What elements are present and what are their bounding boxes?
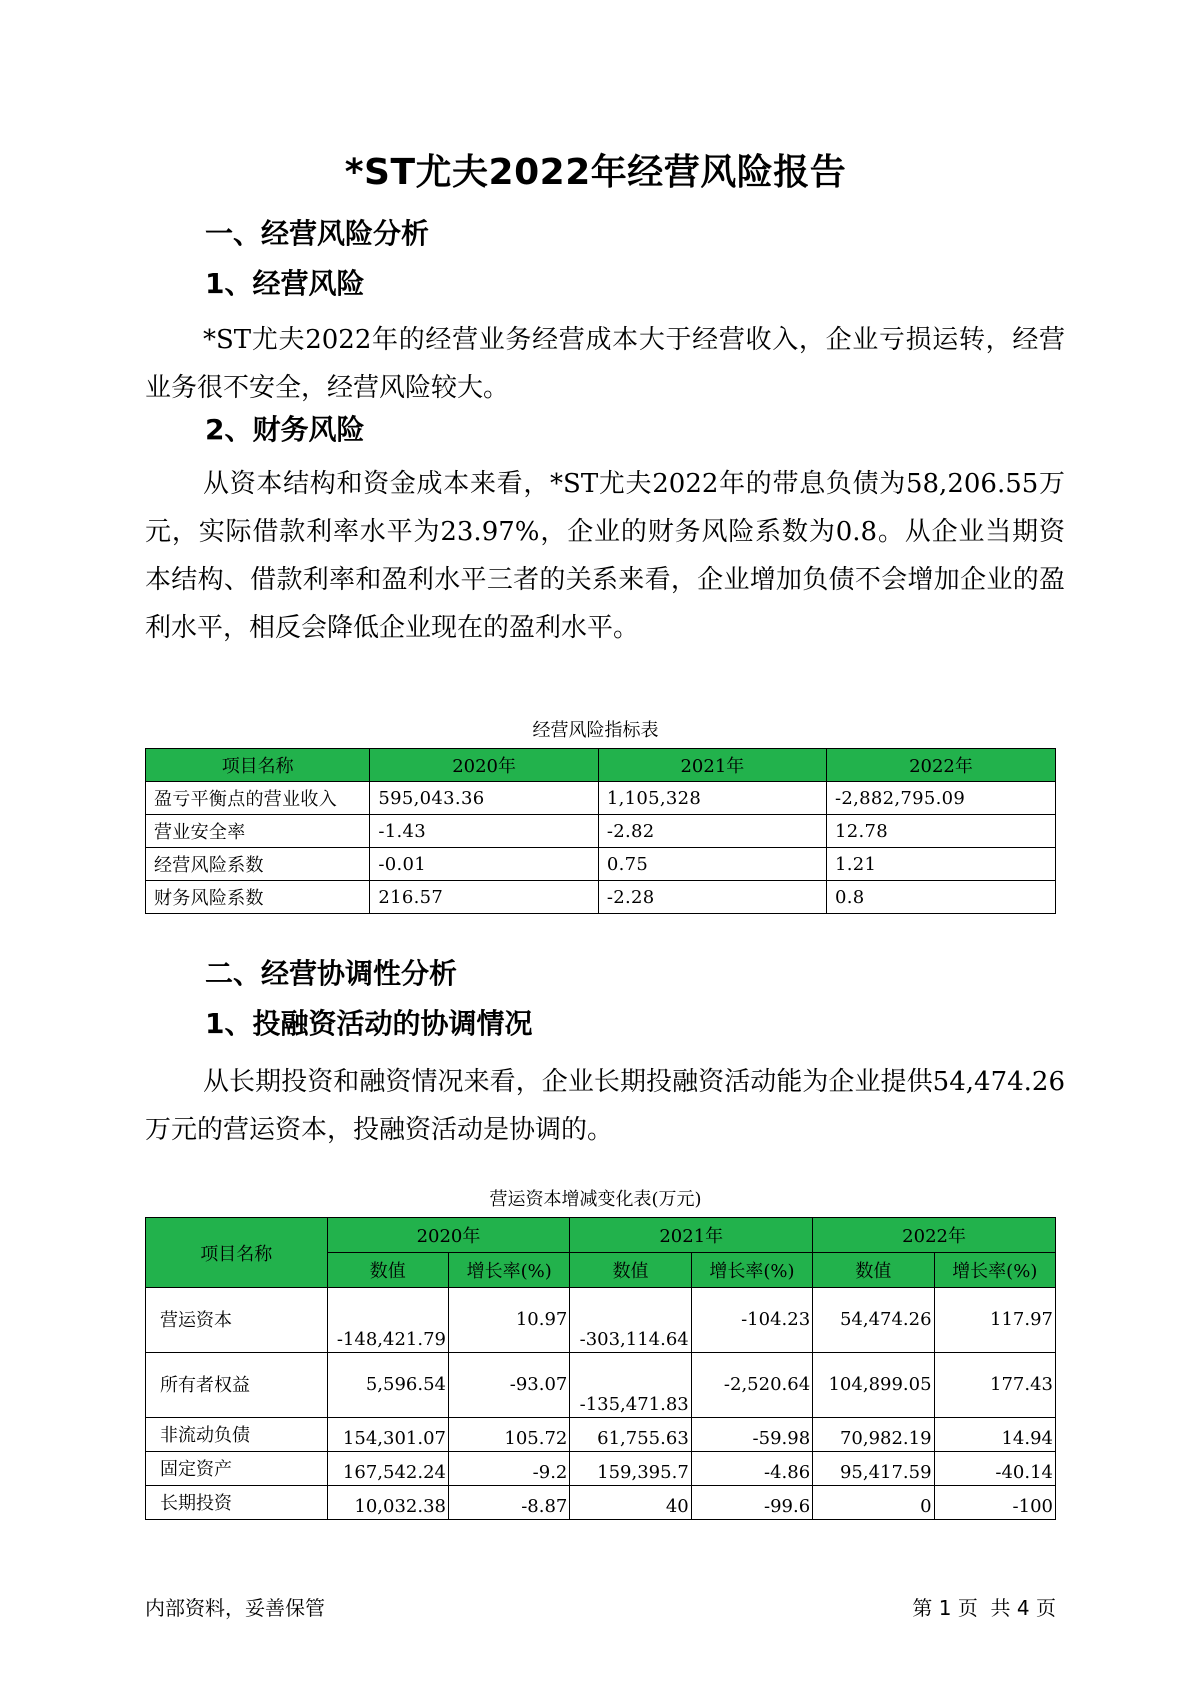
row-label: 所有者权益 <box>146 1353 328 1418</box>
cell-growth: -4.86 <box>691 1452 812 1486</box>
cell-value: 5,596.54 <box>327 1353 448 1418</box>
cell-value: 0 <box>813 1486 934 1520</box>
investment-financing-paragraph: 从长期投资和融资情况来看，企业长期投融资活动能为企业提供54,474.26万元的营运资本，投融资活动是协调的。 <box>145 1067 1065 1145</box>
cell-growth: 14.94 <box>934 1418 1055 1452</box>
row-label: 固定资产 <box>146 1452 328 1486</box>
section2-sub1-heading: 1、投融资活动的协调情况 <box>205 1007 533 1040</box>
row-label: 长期投资 <box>146 1486 328 1520</box>
risk-indicator-table <box>145 748 1056 914</box>
cell-growth: 177.43 <box>934 1353 1055 1418</box>
cell-growth: -99.6 <box>691 1486 812 1520</box>
cell-value: 61,755.63 <box>570 1418 691 1452</box>
section1-sub2-heading: 2、财务风险 <box>205 413 365 446</box>
cell-growth: 10.97 <box>448 1288 569 1353</box>
cell-growth: -100 <box>934 1486 1055 1520</box>
header-growth: 增长率(%) <box>934 1253 1055 1288</box>
cell-growth: 117.97 <box>934 1288 1055 1353</box>
header-value: 数值 <box>813 1253 934 1288</box>
cell-growth: -9.2 <box>448 1452 569 1486</box>
table-header-row <box>146 1218 1056 1253</box>
cell-value: 0.75 <box>598 848 826 881</box>
cell-value: -1.43 <box>370 815 598 848</box>
table-row <box>146 848 1056 881</box>
cell-growth: -40.14 <box>934 1452 1055 1486</box>
header-value: 数值 <box>327 1253 448 1288</box>
working-capital-table <box>145 1217 1056 1520</box>
cell-value: 0.8 <box>826 881 1055 914</box>
cell-value: 12.78 <box>826 815 1055 848</box>
cell-value: -303,114.64 <box>570 1288 691 1353</box>
cell-value: 167,542.24 <box>327 1452 448 1486</box>
header-growth: 增长率(%) <box>691 1253 812 1288</box>
cell-value: -2,882,795.09 <box>826 782 1055 815</box>
row-label: 经营风险系数 <box>146 848 370 881</box>
section1-heading: 一、经营风险分析 <box>205 217 430 250</box>
risk-table-caption: 经营风险指标表 <box>532 720 659 741</box>
row-label: 财务风险系数 <box>146 881 370 914</box>
confidential-note: 内部资料，妥善保管 <box>145 1596 325 1620</box>
row-label: 营业安全率 <box>146 815 370 848</box>
row-label: 非流动负债 <box>146 1418 328 1452</box>
cell-value: 54,474.26 <box>813 1288 934 1353</box>
cell-value: 95,417.59 <box>813 1452 934 1486</box>
page-number: 第 1 页 共 4 页 <box>912 1596 1056 1620</box>
cell-growth: 105.72 <box>448 1418 569 1452</box>
capital-table-caption: 营运资本增减变化表(万元) <box>489 1189 702 1210</box>
table-row <box>146 1486 1056 1520</box>
header-growth: 增长率(%) <box>448 1253 569 1288</box>
cell-value: -148,421.79 <box>327 1288 448 1353</box>
cell-value: 1.21 <box>826 848 1055 881</box>
operating-risk-paragraph: *ST尤夫2022年的经营业务经营成本大于经营收入，企业亏损运转，经营业务很不安全，经营风险较大。 <box>145 325 1065 403</box>
table-row <box>146 1288 1056 1353</box>
cell-growth: -104.23 <box>691 1288 812 1353</box>
header-value: 数值 <box>570 1253 691 1288</box>
cell-value: 159,395.7 <box>570 1452 691 1486</box>
header-2022: 2022年 <box>826 749 1055 782</box>
cell-value: -135,471.83 <box>570 1353 691 1418</box>
section2-heading: 二、经营协调性分析 <box>205 957 458 990</box>
header-2022: 2022年 <box>813 1218 1056 1253</box>
table-row <box>146 1452 1056 1486</box>
financial-risk-paragraph: 从资本结构和资金成本来看，*ST尤夫2022年的带息负债为58,206.55万元，实际借款利率水平为23.97%，企业的财务风险系数为0.8。从企业当期资本结构、借款利率和盈利水平三者的关系来看，企业增加负债不会增加企业的盈利水平，相反会降低企业现在的盈利水平。 <box>145 469 1065 643</box>
header-2020: 2020年 <box>327 1218 570 1253</box>
cell-value: 104,899.05 <box>813 1353 934 1418</box>
table-row <box>146 1418 1056 1452</box>
table-header-row <box>146 749 1056 782</box>
table-row <box>146 815 1056 848</box>
cell-growth: -59.98 <box>691 1418 812 1452</box>
header-2021: 2021年 <box>598 749 826 782</box>
header-item-name: 项目名称 <box>146 749 370 782</box>
cell-growth: -8.87 <box>448 1486 569 1520</box>
header-item-name: 项目名称 <box>146 1218 328 1288</box>
cell-value: 40 <box>570 1486 691 1520</box>
row-label: 盈亏平衡点的营业收入 <box>146 782 370 815</box>
cell-value: 10,032.38 <box>327 1486 448 1520</box>
cell-growth: -2,520.64 <box>691 1353 812 1418</box>
cell-value: -2.82 <box>598 815 826 848</box>
cell-value: 216.57 <box>370 881 598 914</box>
report-title: *ST尤夫2022年经营风险报告 <box>344 152 847 193</box>
header-2020: 2020年 <box>370 749 598 782</box>
cell-value: -2.28 <box>598 881 826 914</box>
cell-value: 1,105,328 <box>598 782 826 815</box>
header-2021: 2021年 <box>570 1218 813 1253</box>
table-row <box>146 782 1056 815</box>
row-label: 营运资本 <box>146 1288 328 1353</box>
section1-sub1-heading: 1、经营风险 <box>205 267 365 300</box>
table-row <box>146 881 1056 914</box>
cell-value: 595,043.36 <box>370 782 598 815</box>
cell-value: 70,982.19 <box>813 1418 934 1452</box>
table-row <box>146 1353 1056 1418</box>
cell-value: -0.01 <box>370 848 598 881</box>
cell-value: 154,301.07 <box>327 1418 448 1452</box>
cell-growth: -93.07 <box>448 1353 569 1418</box>
